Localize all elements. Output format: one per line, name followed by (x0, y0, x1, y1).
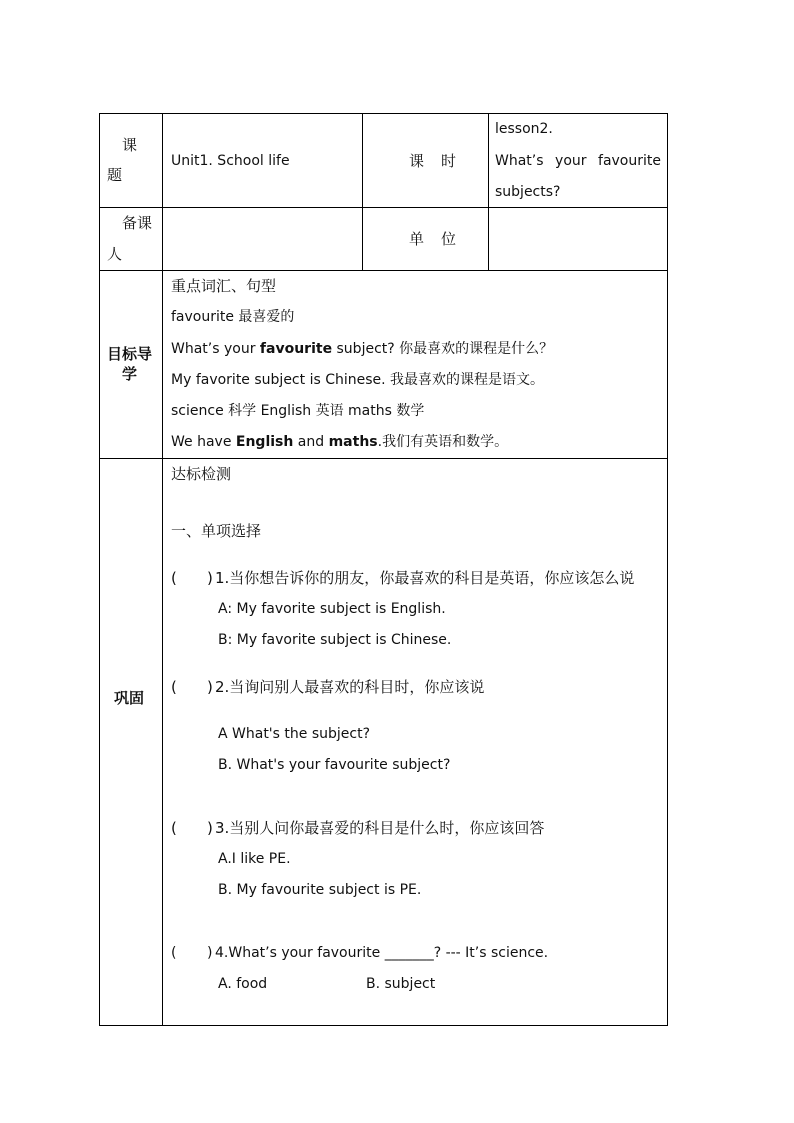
goals-have-line (171, 432, 508, 452)
question-option: A: My favorite subject is English. (218, 601, 446, 617)
table-column-divider (488, 113, 489, 271)
section-heading: 一、单项选择 (171, 522, 262, 540)
goals-heading: 重点词汇、句型 (171, 277, 277, 295)
table-row-divider (99, 458, 668, 459)
goals-question-line (171, 339, 553, 359)
answer-bracket-open: ( (171, 819, 177, 837)
question-option: A What's the subject? (218, 726, 371, 742)
question-option: B. My favourite subject is PE. (218, 882, 422, 898)
table-border-left (99, 113, 100, 1026)
answer-bracket-open: ( (171, 678, 177, 696)
table-border-bottom (99, 1025, 668, 1026)
goals-answer-line: My favorite subject is Chinese. 我最喜欢的课程是语文。 (171, 372, 545, 388)
lesson-title-word: favourite (598, 153, 661, 169)
lesson-title-line (495, 151, 661, 171)
goals-vocab-line: favourite 最喜爱的 (171, 309, 295, 325)
goals-label: 学 (122, 365, 138, 383)
answer-bracket-close: ) (207, 678, 213, 696)
topic-value: Unit1. School life (171, 153, 290, 169)
table-column-divider (362, 113, 363, 271)
answer-bracket-open: ( (171, 569, 177, 587)
topic-label: 题 (107, 166, 123, 184)
answer-bracket-close: ) (207, 945, 213, 961)
unit-label: 位 (441, 230, 457, 248)
question-option: B: My favorite subject is Chinese. (218, 632, 452, 648)
goals-have-text: We have (171, 434, 236, 450)
period-label: 课 (409, 152, 425, 170)
answer-bracket-close: ) (207, 819, 213, 837)
lesson-title-word: your (555, 153, 587, 169)
lesson-title-line: lesson2. (495, 121, 553, 137)
preparer-label: 人 (107, 245, 123, 263)
question-text: 2.当询问别人最喜欢的科目时，你应该说 (215, 678, 485, 696)
table-border-top (99, 113, 668, 114)
goals-have-text: .我们有英语和数学。 (377, 434, 509, 450)
question-text: 1.当你想告诉你的朋友，你最喜欢的科目是英语，你应该怎么说 (215, 569, 635, 587)
topic-label: 课 (122, 136, 138, 154)
question-option: A. food (218, 976, 268, 992)
goals-question-text: What’s your (171, 341, 260, 357)
goals-keyword: favourite (259, 341, 333, 357)
goals-label: 目标导 (107, 345, 153, 363)
table-border-right (667, 113, 668, 1026)
preparer-label: 备课 (122, 214, 153, 232)
answer-bracket-open: ( (171, 945, 177, 961)
question-option: B. subject (366, 976, 436, 992)
question-option: A.I like PE. (218, 851, 291, 867)
goals-have-text: and (293, 434, 329, 450)
lesson-title-word: What’s (495, 153, 544, 169)
period-label: 时 (441, 152, 457, 170)
goals-words-line: science 科学 English 英语 maths 数学 (171, 403, 425, 419)
table-row-divider (99, 270, 668, 271)
practice-title: 达标检测 (171, 465, 232, 483)
table-column-divider (162, 113, 163, 1026)
goals-keyword: maths (328, 434, 378, 450)
unit-label: 单 (409, 230, 425, 248)
question-text: 4.What’s your favourite _______? --- It’s science. (215, 945, 549, 961)
goals-question-text: subject? 你最喜欢的课程是什么？ (332, 341, 554, 357)
practice-label: 巩固 (114, 689, 145, 707)
question-text: 3.当别人问你最喜爱的科目是什么时，你应该回答 (215, 819, 545, 837)
goals-keyword: English (235, 434, 294, 450)
answer-bracket-close: ) (207, 569, 213, 587)
question-option: B. What's your favourite subject? (218, 757, 451, 773)
lesson-title-line: subjects? (495, 184, 561, 200)
table-row-divider (99, 207, 668, 208)
